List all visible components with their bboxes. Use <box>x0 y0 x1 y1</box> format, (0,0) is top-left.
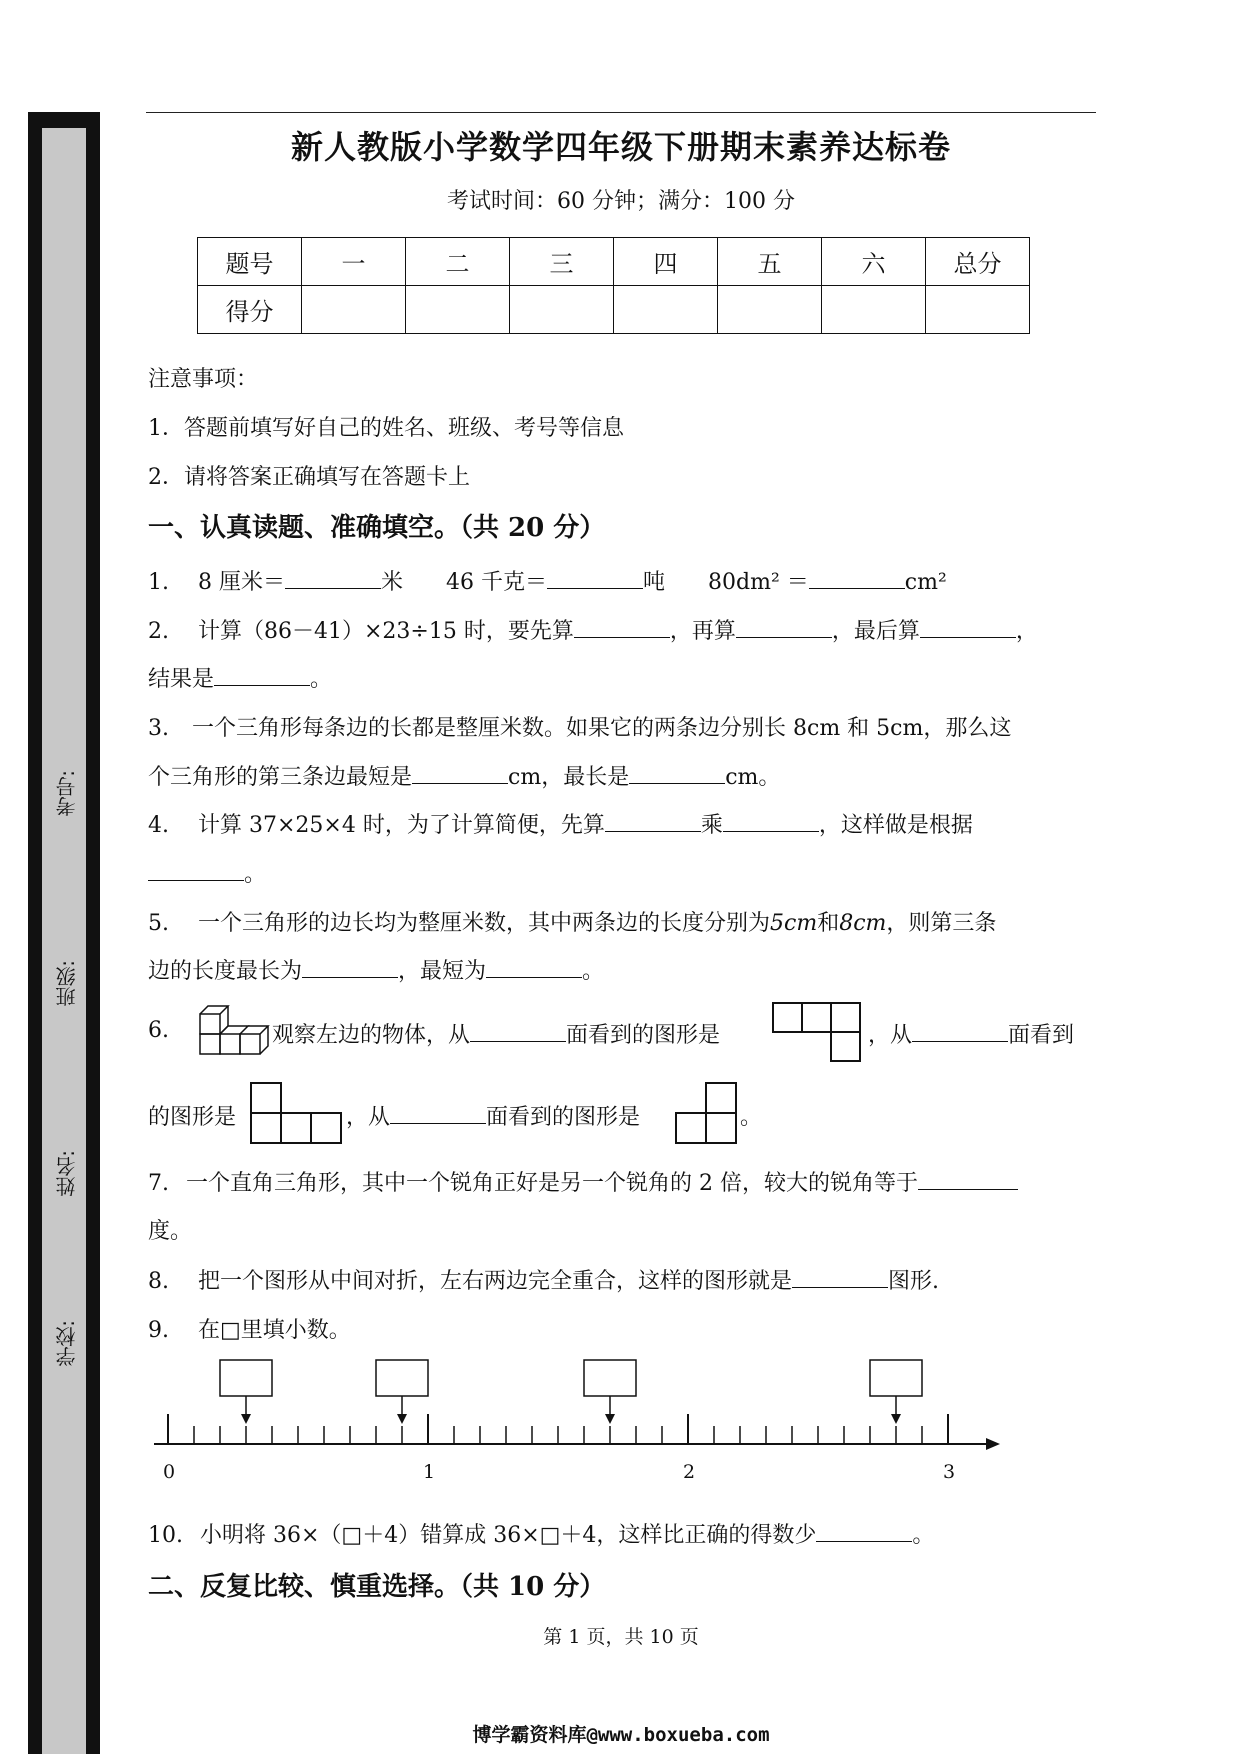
question-6-line1 <box>272 1018 720 1049</box>
answer-box[interactable] <box>584 1360 636 1424</box>
answer-box[interactable] <box>376 1360 428 1424</box>
score-header-cell: 六 <box>822 238 926 286</box>
question-number: 10. <box>148 1523 183 1548</box>
score-header-cell: 题号 <box>198 238 302 286</box>
q6-text-d: 面看到 <box>1008 1023 1075 1048</box>
q4-text-a: 计算 37×25×4 时，为了计算简便，先算 <box>198 813 605 838</box>
question-7 <box>148 1166 1018 1197</box>
margin-label-name: 姓名: <box>55 1150 79 1197</box>
q9-text-a: 在□里填小数。 <box>198 1318 351 1343</box>
question-10 <box>148 1518 934 1549</box>
q6-text-f: ，从 <box>346 1105 391 1130</box>
section2-heading: 二、反复比较、慎重选择。（共 10 分） <box>148 1572 606 1602</box>
tick-label: 0 <box>163 1461 176 1483</box>
question-5 <box>148 906 996 937</box>
question-6-number: 6. <box>148 1018 169 1043</box>
score-cell[interactable] <box>302 286 406 334</box>
answer-blank[interactable] <box>470 1023 566 1042</box>
answer-blank[interactable] <box>792 1269 888 1288</box>
cube-object-figure <box>198 1002 270 1058</box>
number-line-figure <box>140 1352 1010 1492</box>
answer-blank[interactable] <box>816 1523 912 1542</box>
answer-blank[interactable] <box>302 959 398 978</box>
answer-box[interactable] <box>220 1360 272 1424</box>
question-4 <box>148 808 973 839</box>
q2-text-d: ， <box>1015 619 1038 644</box>
score-cell[interactable] <box>822 286 926 334</box>
margin-label-exam-no: 考号: <box>55 770 79 817</box>
question-8 <box>148 1264 939 1295</box>
score-header-cell: 总分 <box>926 238 1030 286</box>
question-7-cont: 度。 <box>148 1219 193 1244</box>
question-number: 2. <box>148 619 169 644</box>
score-table-header-row <box>198 238 1030 286</box>
q5-text-d: 8cm <box>839 911 887 936</box>
question-number: 3. <box>148 716 169 741</box>
question-9 <box>148 1313 351 1344</box>
answer-blank[interactable] <box>214 667 310 686</box>
question-1 <box>148 565 947 596</box>
question-3 <box>148 711 1011 742</box>
section1-heading: 一、认真读题、准确填空。（共 20 分） <box>148 513 606 543</box>
q5-text-f: 边的长度最长为 <box>148 959 303 984</box>
score-header-cell: 一 <box>302 238 406 286</box>
margin-label-class: 班级: <box>55 960 79 1007</box>
answer-blank[interactable] <box>918 1171 1018 1190</box>
question-6-end: 。 <box>740 1105 763 1130</box>
question-6-line1b <box>868 1018 1074 1049</box>
answer-blank[interactable] <box>920 619 1016 638</box>
score-header-cell: 四 <box>614 238 718 286</box>
margin-label-school: 学校: <box>55 1320 79 1367</box>
q1-text-f: cm² <box>904 570 947 595</box>
question-number: 4. <box>148 813 169 838</box>
page-footer: 第 1 页，共 10 页 <box>543 1626 699 1648</box>
tick-label: 2 <box>683 1461 696 1483</box>
view-figure-2 <box>250 1082 344 1144</box>
q8-text-a: 把一个图形从中间对折，左右两边完全重合，这样的图形就是 <box>198 1269 793 1294</box>
tick-label: 1 <box>423 1461 436 1483</box>
answer-box[interactable] <box>870 1360 922 1424</box>
number-line-arrow <box>986 1438 1000 1450</box>
exam-info: 考试时间：60 分钟；满分：100 分 <box>447 189 795 214</box>
answer-blank[interactable] <box>605 813 701 832</box>
tick-label: 3 <box>943 1461 956 1483</box>
q2-text-f: 。 <box>310 667 333 692</box>
q5-text-c: 和 <box>817 911 840 936</box>
score-cell[interactable] <box>926 286 1030 334</box>
question-3-cont <box>148 760 780 791</box>
question-5-cont <box>148 954 604 985</box>
q6-text-e: 的图形是 <box>148 1105 237 1130</box>
question-number: 8. <box>148 1269 169 1294</box>
question-2 <box>148 614 1038 645</box>
answer-blank[interactable] <box>723 813 819 832</box>
answer-blank[interactable] <box>486 959 582 978</box>
score-table <box>197 237 1030 334</box>
q1-text-a: 8 厘米＝ <box>198 570 285 595</box>
answer-blank[interactable] <box>736 619 832 638</box>
q6-text-c: ，从 <box>868 1023 913 1048</box>
q4-text-b: 乘 <box>700 813 723 838</box>
q5-text-g: ，最短为 <box>398 959 487 984</box>
answer-blank[interactable] <box>285 570 381 589</box>
binding-margin-inner <box>42 128 86 1754</box>
q5-text-e: ，则第三条 <box>886 911 997 936</box>
answer-blank[interactable] <box>629 765 725 784</box>
q1-text-c: 46 千克＝ <box>446 570 548 595</box>
note-item: 1．答题前填写好自己的姓名、班级、考号等信息 <box>148 416 624 441</box>
score-header-cell: 五 <box>718 238 822 286</box>
note-item: 2．请将答案正确填写在答题卡上 <box>148 465 470 490</box>
question-number: 1. <box>148 570 169 595</box>
answer-blank[interactable] <box>148 862 244 881</box>
q6-text-a: 观察左边的物体，从 <box>272 1023 471 1048</box>
q6-text-b: 面看到的图形是 <box>566 1023 721 1048</box>
q6-text-g: 面看到的图形是 <box>486 1105 641 1130</box>
answer-blank[interactable] <box>547 570 643 589</box>
score-header-cell: 三 <box>510 238 614 286</box>
q4-text-c: ，这样做是根据 <box>818 813 973 838</box>
view-figure-3 <box>674 1082 738 1144</box>
score-row-label: 得分 <box>198 286 302 334</box>
score-cell[interactable] <box>406 286 510 334</box>
q1-text-d: 吨 <box>643 570 666 595</box>
q5-text-h: 。 <box>582 959 605 984</box>
answer-blank[interactable] <box>390 1105 486 1124</box>
q10-text-a: 小明将 36×（□＋4）错算成 36×□＋4，这样比正确的得数少 <box>200 1523 817 1548</box>
q7-text-a: 一个直角三角形，其中一个锐角正好是另一个锐角的 2 倍，较大的锐角等于 <box>186 1171 918 1196</box>
answer-blank[interactable] <box>574 619 670 638</box>
q2-text-b: ，再算 <box>669 619 736 644</box>
question-number: 7. <box>148 1171 169 1196</box>
question-number: 5. <box>148 911 169 936</box>
view-figure-1 <box>772 1002 864 1062</box>
score-header-cell: 二 <box>406 238 510 286</box>
q3-text-b: 个三角形的第三条边最短是 <box>148 765 413 790</box>
question-number: 9. <box>148 1318 169 1343</box>
q10-text-b: 。 <box>912 1523 935 1548</box>
score-table-score-row <box>198 286 1030 334</box>
top-rule <box>146 112 1096 113</box>
q8-text-b: 图形. <box>888 1269 940 1294</box>
q5-text-b: 5cm <box>770 911 818 936</box>
answer-blank[interactable] <box>412 765 508 784</box>
watermark: 博学霸资料库@www.boxueba.com <box>472 1724 770 1746</box>
q2-text-a: 计算（86－41）×23÷15 时，要先算 <box>198 619 574 644</box>
score-cell[interactable] <box>614 286 718 334</box>
q2-text-c: ，最后算 <box>831 619 920 644</box>
answer-blank[interactable] <box>912 1023 1008 1042</box>
page-title: 新人教版小学数学四年级下册期末素养达标卷 <box>290 128 951 166</box>
score-cell[interactable] <box>718 286 822 334</box>
question-4-cont <box>148 857 266 888</box>
q3-text-c: cm，最长是 <box>508 765 630 790</box>
q4-text-d: 。 <box>244 862 267 887</box>
question-6-line2b <box>346 1100 640 1131</box>
q2-text-e: 结果是 <box>148 667 215 692</box>
question-2-cont <box>148 662 332 693</box>
q1-text-e: 80dm² ＝ <box>708 570 809 595</box>
notes-heading: 注意事项： <box>148 367 259 392</box>
q5-text-a: 一个三角形的边长均为整厘米数，其中两条边的长度分别为 <box>198 911 771 936</box>
question-6-line2 <box>148 1100 236 1131</box>
score-cell[interactable] <box>510 286 614 334</box>
q3-text-a: 一个三角形每条边的长都是整厘米数。如果它的两条边分别长 8cm 和 5cm，那么这 <box>192 716 1012 741</box>
q3-text-d: cm。 <box>725 765 781 790</box>
answer-blank[interactable] <box>809 570 905 589</box>
q1-text-b: 米 <box>381 570 404 595</box>
